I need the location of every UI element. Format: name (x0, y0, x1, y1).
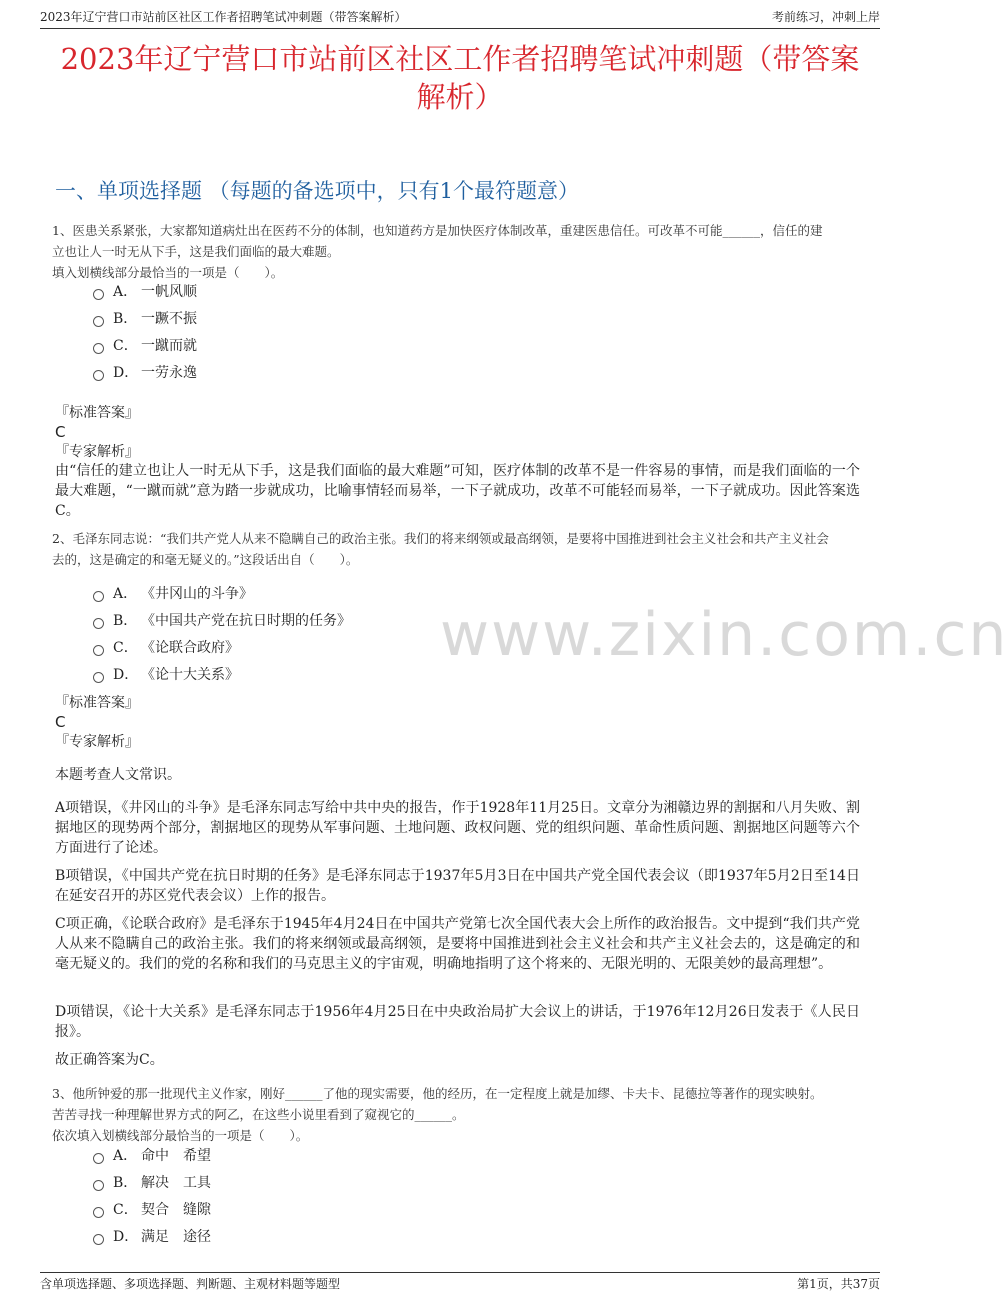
question-1-answer: C (55, 423, 66, 441)
header-slogan: 考前练习，冲刺上岸 (771, 10, 880, 24)
question-3-line2: 苦苦寻找一种理解世界方式的阿乙，在这些小说里看到了窥视它的______。 (52, 1107, 465, 1122)
option-letter: D． (113, 667, 139, 683)
option-text: 命中 希望 (141, 1148, 211, 1164)
question-2-analysis-a: A项错误，《井冈山的斗争》是毛泽东同志写给中共中央的报告，作于1928年11月25日。文章分为湘赣边界的割据和八月失败、割据地区的现势两个部分，割据地区的现势从军事问题、土地问题、政权问题、党的组织问题、革命性质问题、割据地区问题等六个方面进行了论述。 (55, 800, 860, 856)
question-1-line2: 立也让人一时无从下手，这是我们面临的最大难题。 (52, 244, 340, 259)
option-letter: A． (113, 1148, 138, 1164)
option-letter: C． (113, 640, 138, 656)
footer-question-types: 含单项选择题、多项选择题、判断题、主观材料题等题型 (40, 1277, 341, 1291)
option-letter: B． (113, 1175, 138, 1191)
question-3-text (52, 1083, 862, 1146)
question-2-option-b[interactable] (93, 611, 351, 631)
question-2-option-d[interactable] (93, 665, 239, 685)
question-2-analysis-label: 『专家解析』 (55, 734, 139, 750)
question-1-line1: 1、医患关系紧张，大家都知道病灶出在医药不分的体制，也知道药方是加快医疗体制改革，重建医患信任。可改革不可能______，信任的建 (52, 223, 823, 238)
question-2-analysis-intro: 本题考查人文常识。 (55, 767, 181, 783)
option-text: 解决 工具 (141, 1175, 211, 1191)
question-1-option-d[interactable] (93, 363, 197, 383)
radio-icon[interactable] (93, 316, 104, 327)
option-text: 《井冈山的斗争》 (141, 586, 253, 602)
option-text: 《论联合政府》 (141, 640, 239, 656)
radio-icon[interactable] (93, 591, 104, 602)
page-footer (40, 1272, 880, 1293)
radio-icon[interactable] (93, 672, 104, 683)
document-title (40, 40, 880, 116)
watermark: www.zixin.com.cn (440, 600, 1008, 670)
option-letter: C． (113, 1202, 138, 1218)
question-2-analysis-conclusion: 故正确答案为C。 (55, 1052, 164, 1068)
option-text: 满足 途径 (141, 1229, 211, 1245)
option-text: 一蹴而就 (141, 338, 197, 354)
question-1-option-b[interactable] (93, 309, 197, 329)
question-2-option-c[interactable] (93, 638, 239, 658)
option-text: 《中国共产党在抗日时期的任务》 (141, 613, 351, 629)
question-3-option-d[interactable] (93, 1227, 211, 1247)
question-3-option-b[interactable] (93, 1173, 211, 1193)
question-2-analysis-d: D项错误，《论十大关系》是毛泽东同志于1956年4月25日在中央政治局扩大会议上的讲话，于1976年12月26日发表于《人民日报》。 (55, 1004, 860, 1040)
section-title: 一、单项选择题 （每题的备选项中，只有1个最符题意） (55, 179, 580, 203)
question-2-text (52, 528, 862, 570)
radio-icon[interactable] (93, 1153, 104, 1164)
option-letter: C． (113, 338, 138, 354)
document-title-line1: 2023年辽宁营口市站前区社区工作者招聘笔试冲刺题（带答案 (60, 42, 860, 76)
question-3-option-a[interactable] (93, 1146, 211, 1166)
option-letter: D． (113, 1229, 139, 1245)
question-3-line1: 3、他所钟爱的那一批现代主义作家，刚好______了他的现实需要，他的经历，在一定程度上就是加缪、卡夫卡、昆德拉等著作的现实映射。 (52, 1086, 823, 1101)
document-title-line2: 解析） (416, 80, 504, 114)
radio-icon[interactable] (93, 645, 104, 656)
footer-page-number: 第1页，共37页 (797, 1277, 880, 1291)
option-text: 一蹶不振 (141, 311, 197, 327)
header-doc-title: 2023年辽宁营口市站前区社区工作者招聘笔试冲刺题（带答案解析） (40, 10, 407, 24)
question-3-option-c[interactable] (93, 1200, 211, 1220)
question-1-text (52, 220, 862, 283)
radio-icon[interactable] (93, 343, 104, 354)
question-1-option-a[interactable] (93, 282, 197, 302)
option-text: 契合 缝隙 (141, 1202, 211, 1218)
question-2-analysis-c: C项正确，《论联合政府》是毛泽东于1945年4月24日在中国共产党第七次全国代表大会上所作的政治报告。文中提到“我们共产党人从来不隐瞒自己的政治主张。我们的将来纲领或最高纲领，是要将中国推进到社会主义社会和共产主义社会去的，这是确定的和毫无疑义的。我们的党的名称和我们的马克思主义的宇宙观，明确地指明了这个将来的、无限光明的、无限美妙的最高理想”。 (55, 916, 860, 972)
question-1-option-c[interactable] (93, 336, 197, 356)
question-1-analysis-label: 『专家解析』 (55, 444, 139, 460)
radio-icon[interactable] (93, 370, 104, 381)
question-2-analysis-b: B项错误，《中国共产党在抗日时期的任务》是毛泽东同志于1937年5月3日在中国共产党全国代表会议（即1937年5月2日至14日在延安召开的苏区党代表会议）上作的报告。 (55, 868, 860, 904)
option-letter: D． (113, 365, 139, 381)
question-2-line2: 去的，这是确定的和毫无疑义的。”这段话出自（ ）。 (52, 552, 359, 567)
radio-icon[interactable] (93, 1180, 104, 1191)
question-2-line1: 2、毛泽东同志说：“我们共产党人从来不隐瞒自己的政治主张。我们的将来纲领或最高纲领，是要将中国推进到社会主义社会和共产主义社会 (52, 531, 829, 546)
radio-icon[interactable] (93, 618, 104, 629)
radio-icon[interactable] (93, 289, 104, 300)
option-text: 《论十大关系》 (141, 667, 239, 683)
question-1-line3: 填入划横线部分最恰当的一项是（ ）。 (52, 265, 284, 280)
option-letter: B． (113, 311, 138, 327)
option-text: 一劳永逸 (141, 365, 197, 381)
question-2-option-a[interactable] (93, 584, 253, 604)
option-letter: B． (113, 613, 138, 629)
page-header (40, 8, 880, 29)
question-2-answer-label: 『标准答案』 (55, 695, 139, 711)
question-2-answer: C (55, 713, 66, 731)
radio-icon[interactable] (93, 1234, 104, 1245)
question-1-analysis: 由“信任的建立也让人一时无从下手，这是我们面临的最大难题”可知，医疗体制的改革不是一件容易的事情，而是我们面临的一个最大难题，“一蹴而就”意为踏一步就成功，比喻事情轻而易举，一下子就成功，改革不可能轻而易举，一下子就成功。因此答案选C。 (55, 463, 860, 519)
option-letter: A． (113, 284, 138, 300)
question-3-line3: 依次填入划横线部分最恰当的一项是（ ）。 (52, 1128, 309, 1143)
radio-icon[interactable] (93, 1207, 104, 1218)
option-letter: A． (113, 586, 138, 602)
option-text: 一帆风顺 (141, 284, 197, 300)
question-1-answer-label: 『标准答案』 (55, 405, 139, 421)
